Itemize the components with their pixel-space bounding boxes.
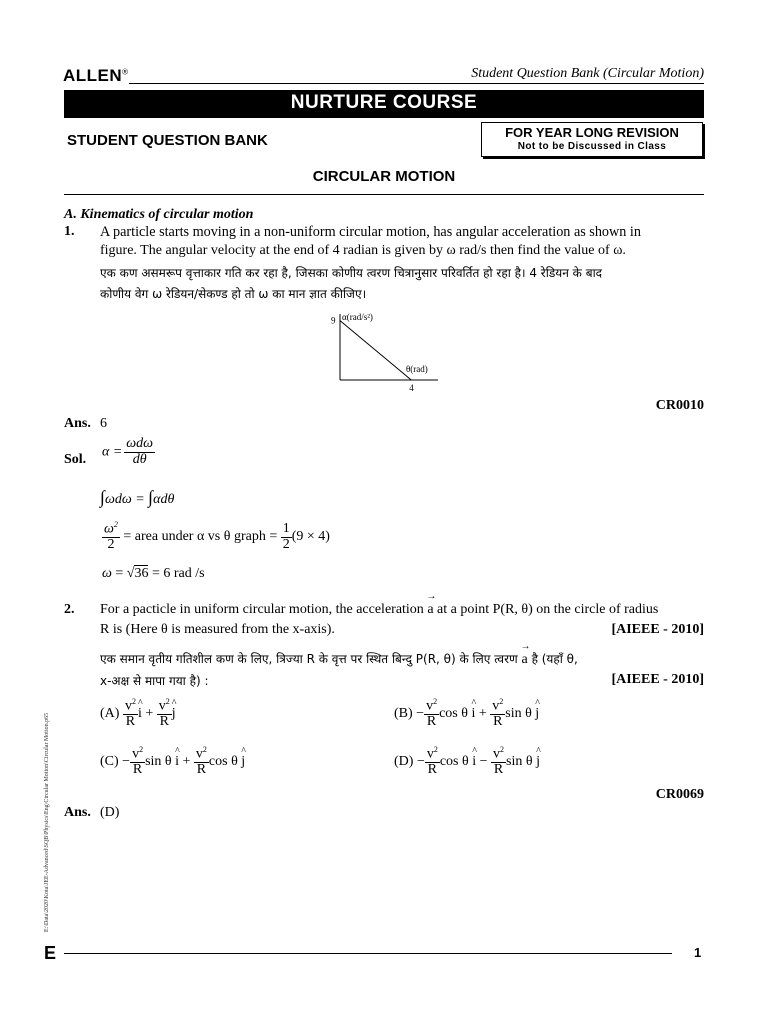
q2-hindi-line1-text: एक समान वृतीय गतिशील कण के लिए, त्रिज्या R के वृत्त पर स्थित बिन्दु P(R, θ) के लिए त्वरण [100, 652, 518, 666]
q1-number: 1. [64, 224, 75, 239]
allen-logo [63, 66, 129, 86]
q2-tag-en: [AIEEE - 2010] [611, 622, 704, 637]
q2-number: 2. [64, 602, 75, 617]
section-title: A. Kinematics of circular motion [64, 207, 254, 222]
q2-ans-value: (D) [100, 805, 120, 820]
q2-hindi-line2: x-अक्ष से मापा गया है) : [100, 674, 209, 688]
q2-text-line1a: For a pacticle in uniform circular motion, the acceleration [100, 602, 424, 617]
revision-box-line2: Not to be Discussed in Class [517, 141, 667, 152]
running-title: Student Question Bank (Circular Motion) [471, 66, 704, 81]
option-c[interactable]: (C) − $\frac{v^2}{R}$ sin θ ^ i + $\frac{v^2}{R}$ cos θ ^ j [100, 746, 245, 778]
side-file-path: E:\Data\2020\Kota\JEE-Advanced\SQB\Physics\Eng\Circular Motion\Circular Motion.p65 [44, 712, 50, 932]
sol-eq3-text: = area under α vs θ graph = [123, 529, 278, 545]
x-axis-label: θ(rad) [406, 364, 428, 374]
revision-box [481, 122, 703, 157]
footer-letter: E [44, 943, 57, 963]
q1-text-line2: figure. The angular velocity at the end of 4 radian is given by ω rad/s then find the value of ω. [100, 243, 626, 258]
y-tick-9: 9 [331, 315, 336, 326]
student-question-bank-title: STUDENT QUESTION BANK [67, 132, 268, 149]
option-b[interactable]: (B) − $\frac{v^2}{R}$ cos θ ^ i + $\frac{v^2}{R}$ sin θ ^ j [394, 698, 539, 730]
header-rule [129, 83, 704, 84]
sol-eq2: ∫ωdω = ∫αdθ [100, 487, 175, 507]
option-b-label: (B) [394, 706, 413, 722]
acceleration-vector-symbol-hi: → a [522, 652, 528, 668]
chapter-title: CIRCULAR MOTION [312, 168, 456, 185]
sol-eq1: α = $\frac{\text{ωdω}}{d\theta}$ [102, 436, 154, 467]
sol-eq4: ω = √36 = 6 rad /s [102, 566, 205, 581]
x-tick-4: 4 [409, 383, 414, 393]
alpha-theta-line [340, 321, 411, 380]
q1-hindi-line1: एक कण असमरूप वृत्ताकार गति कर रहा है, जिसका कोणीय त्वरण चित्रानुसार परिवर्तित हो रहा है। 4 रेडियन के बाद [100, 266, 603, 280]
revision-box-line1: FOR YEAR LONG REVISION [505, 125, 679, 140]
q1-ans-value: 6 [100, 416, 107, 431]
angular-acceleration-graph [320, 308, 450, 398]
option-d-label: (D) [394, 754, 414, 770]
q1-code: CR0010 [655, 398, 704, 413]
option-a-label: (A) [100, 706, 120, 722]
q2-text-line2: R is (Here θ is measured from the x-axis). [100, 622, 335, 637]
y-axis-label: α(rad/s²) [342, 312, 373, 322]
chapter-rule [64, 194, 704, 195]
q2-text-line1 [100, 602, 658, 618]
logo-text: ALLEN [63, 66, 123, 85]
sol-eq3: $\frac{\omega^2}{2}$ = area under α vs θ graph = $\frac{1}{2}$ (9 × 4) [104, 520, 330, 553]
q1-hindi-line2: कोणीय वेग ω रेडियन/सेकण्ड हो तो ω का मान ज्ञात कीजिए। [100, 287, 367, 301]
q2-code: CR0069 [655, 787, 704, 802]
q2-hindi-line1 [100, 650, 578, 668]
q1-text-line1: A particle starts moving in a non-uniform circular motion, has angular acceleration as shown in [100, 224, 641, 240]
q2-tag-hi: [AIEEE - 2010] [611, 672, 704, 687]
footer-rule [64, 953, 672, 954]
banner-title: NURTURE COURSE [290, 92, 478, 113]
registered-mark: ® [122, 67, 129, 77]
q2-hindi-line1-end: है (यहाँ θ, [531, 652, 578, 666]
course-banner [64, 90, 704, 118]
q2-ans-label: Ans. [64, 805, 91, 820]
option-d[interactable]: (D) − $\frac{v^2}{R}$ cos θ ^ i − $\frac{v^2}{R}$ sin θ ^ j [394, 746, 540, 778]
q2-text-line1b: at a point P(R, θ) on the circle of radius [437, 602, 659, 617]
q1-ans-label: Ans. [64, 416, 91, 431]
option-c-label: (C) [100, 754, 119, 770]
page-number: 1 [694, 945, 702, 960]
sol-eq4-text: = 6 rad /s [151, 566, 205, 581]
acceleration-vector-symbol: → a [427, 602, 433, 618]
option-a[interactable]: (A) $\frac{v^2}{R}$ ^ i + $\frac{v^2}{R}$ ^ j [100, 698, 176, 730]
q1-sol-label: Sol. [64, 452, 87, 467]
